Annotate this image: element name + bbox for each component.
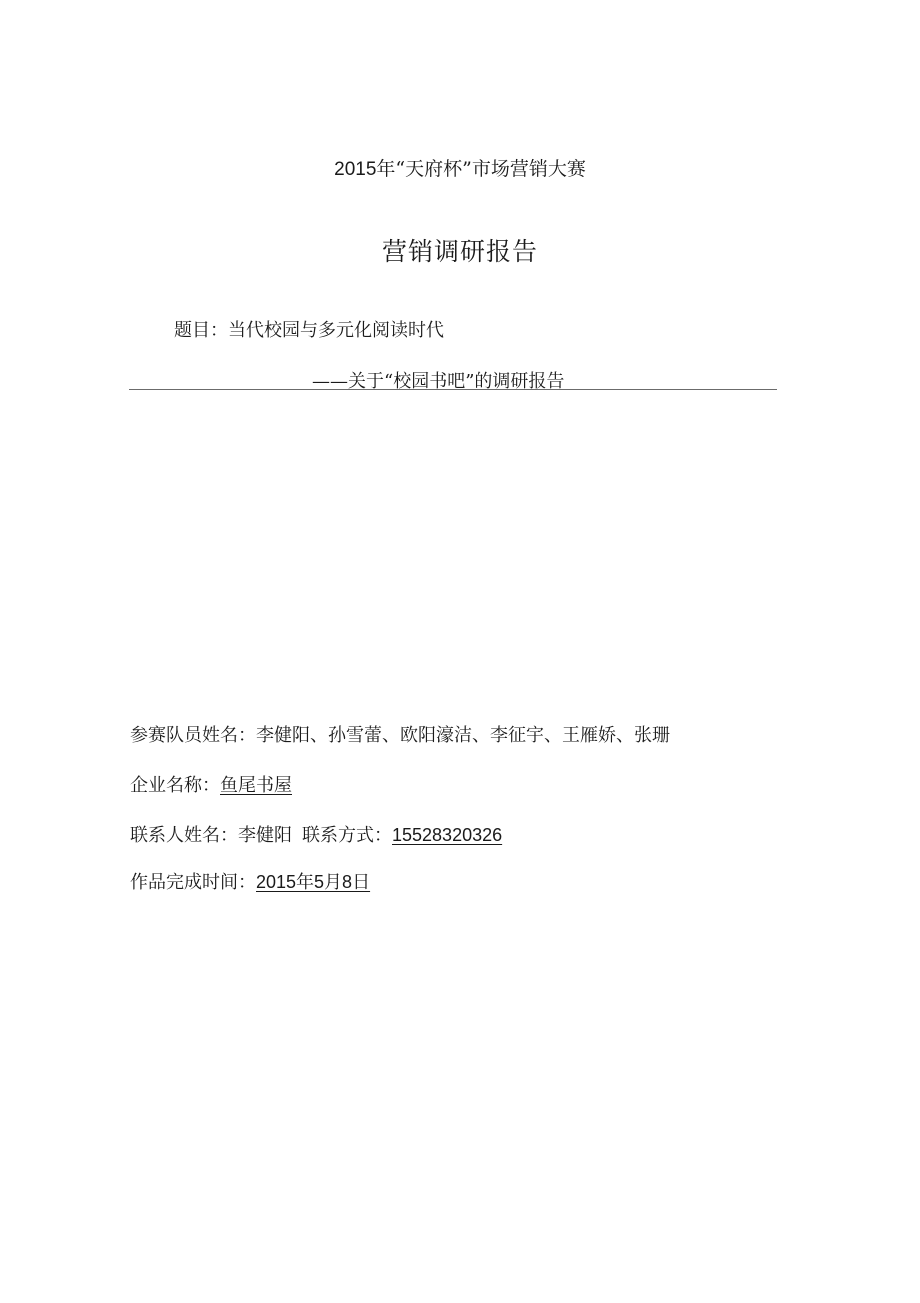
contact-name-label: 联系人姓名： (130, 825, 238, 846)
topic-subtitle: ——关于“校园书吧”的调研报告 (312, 371, 565, 392)
contact-method-value: 15528320326 (392, 825, 503, 845)
report-title: 营销调研报告 (381, 237, 538, 266)
competition-year: 2015 (334, 159, 377, 180)
title-divider (129, 389, 777, 390)
contact-method-label: 联系方式： (302, 825, 392, 846)
competition-title (0, 154, 920, 181)
company-value: 鱼尾书屋 (220, 775, 292, 796)
contact-line (130, 821, 502, 847)
topic-line (174, 316, 444, 342)
members-label: 参赛队员姓名： (130, 725, 256, 746)
members-line (130, 721, 670, 747)
topic-label: 题目： (174, 320, 228, 341)
topic-title: 当代校园与多元化阅读时代 (228, 320, 444, 341)
competition-name: 年“天府杯”市场营销大赛 (376, 158, 586, 180)
finish-time-value: 2015年5月8日 (256, 872, 371, 892)
company-label: 企业名称： (130, 775, 220, 796)
finish-time-label: 作品完成时间： (130, 872, 256, 893)
company-line (130, 771, 292, 797)
contact-name-value: 李健阳 (238, 825, 292, 846)
members-value: 李健阳、孙雪蕾、欧阳濠洁、李征宇、王雁娇、张珊 (256, 725, 670, 746)
finish-time-line (130, 868, 370, 894)
